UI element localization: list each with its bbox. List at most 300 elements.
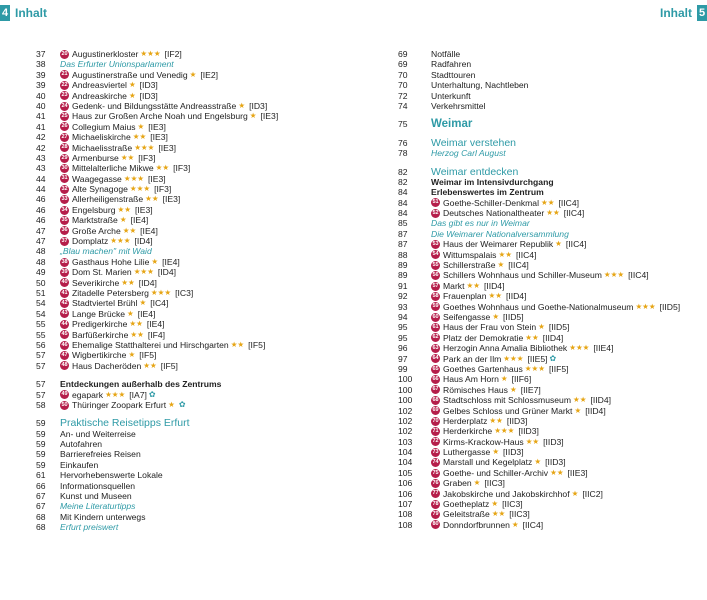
entry-title: Graben: [443, 478, 472, 489]
map-grid-ref: [IF3]: [138, 152, 156, 163]
star-rating-icon: ★★: [143, 360, 157, 370]
map-grid-ref: [IID5]: [503, 311, 524, 322]
toc-entry[interactable]: [398, 250, 703, 260]
toc-entry[interactable]: [36, 70, 356, 80]
map-grid-ref: [IID3]: [543, 436, 564, 447]
map-grid-ref: [ID3]: [139, 80, 158, 91]
toc-entry[interactable]: [36, 522, 356, 532]
map-grid-ref: [IF5]: [160, 360, 178, 371]
entry-title: Engelsburg: [72, 204, 116, 215]
toc-entry[interactable]: [398, 333, 703, 343]
page-number: 39: [36, 80, 46, 91]
sight-number-badge: 43: [61, 310, 68, 317]
page-number: 41: [36, 121, 46, 132]
toc-entry[interactable]: [398, 322, 703, 332]
page-number: 87: [398, 239, 408, 250]
star-rating-icon: ★: [492, 447, 500, 457]
toc-entry[interactable]: [36, 330, 356, 340]
toc-entry[interactable]: [398, 138, 703, 148]
sight-number-badge: 24: [61, 102, 68, 109]
page-number: 68: [36, 522, 46, 533]
sight-number-badge: 72: [432, 438, 439, 445]
toc-entry[interactable]: [36, 278, 356, 288]
entry-title: Verkehrsmittel: [431, 100, 486, 111]
page-number: 46: [36, 204, 46, 215]
star-rating-icon: ★: [497, 260, 505, 270]
map-grid-ref: [ID4]: [157, 267, 177, 278]
toc-entry[interactable]: [398, 499, 703, 509]
entry-title: Römisches Haus: [443, 384, 508, 395]
page-number: 72: [398, 90, 408, 101]
toc-entry[interactable]: [398, 447, 703, 457]
sight-number-badge: 36: [61, 227, 68, 234]
star-rating-icon: ★: [189, 69, 197, 79]
toc-entry[interactable]: [36, 481, 356, 491]
toc-entry[interactable]: [36, 111, 356, 121]
sight-number-badge: 71: [432, 427, 439, 434]
toc-entry[interactable]: [36, 91, 356, 101]
page-number: 43: [36, 152, 46, 163]
star-rating-icon: ★: [534, 457, 542, 467]
page-number: 66: [36, 480, 46, 491]
page-number: 97: [398, 353, 408, 364]
page-number: 69: [398, 59, 408, 70]
map-grid-ref: [IIC4]: [515, 249, 537, 260]
sight-number-badge: 45: [61, 331, 68, 338]
page-number: 92: [398, 291, 408, 302]
toc-entry[interactable]: [398, 395, 703, 405]
toc-left-column: [36, 49, 356, 533]
entry-title: Mit Kindern unterwegs: [60, 511, 146, 522]
entry-title: Stadtviertel Brühl: [72, 298, 138, 309]
entry-title: Haus der Weimarer Republik: [443, 239, 554, 250]
page-number: 85: [398, 218, 408, 229]
page-number: 104: [398, 457, 413, 468]
entry-title: Erlebenswertes im Zentrum: [431, 187, 544, 198]
toc-entry[interactable]: [398, 468, 703, 478]
map-grid-ref: [IE3]: [148, 121, 166, 132]
sight-number-badge: 34: [61, 206, 68, 213]
entry-title: Michaeliskirche: [72, 132, 131, 143]
page-number: 59: [36, 459, 46, 470]
toc-entry[interactable]: [36, 298, 356, 308]
entry-title: Kirms-Krackow-Haus: [443, 436, 524, 447]
toc-entry[interactable]: [36, 460, 356, 470]
toc-entry[interactable]: [36, 309, 356, 319]
star-rating-icon: ★★: [573, 395, 587, 405]
entry-title: Einkaufen: [60, 459, 99, 470]
page-number: 47: [36, 225, 46, 236]
star-rating-icon: ★★: [129, 319, 143, 329]
star-rating-icon: ★★★: [129, 184, 151, 194]
star-rating-icon: ★★: [130, 329, 144, 339]
sight-number-badge: 41: [61, 289, 68, 296]
toc-entry[interactable]: [36, 236, 356, 246]
star-rating-icon: ★: [511, 519, 519, 529]
toc-entry[interactable]: [398, 270, 703, 280]
star-rating-icon: ★★★: [603, 270, 625, 280]
map-grid-ref: [IE4]: [137, 308, 156, 319]
toc-entry[interactable]: [398, 80, 703, 90]
page-number: 100: [398, 374, 413, 385]
page-number: 95: [398, 332, 408, 343]
entry-title: Stadtschloss mit Schlossmuseum: [443, 395, 571, 406]
entry-title: Weimar im Intensivdurchgang: [431, 176, 554, 187]
star-rating-icon: ★: [119, 215, 127, 225]
sight-number-badge: 69: [432, 407, 439, 414]
star-rating-icon: ★: [151, 256, 159, 266]
toc-entry[interactable]: [398, 260, 703, 270]
sight-number-badge: 39: [61, 268, 68, 275]
star-rating-icon: ★: [574, 405, 582, 415]
sight-number-badge: 76: [432, 479, 439, 486]
toc-entry[interactable]: [398, 520, 703, 530]
star-rating-icon: ★: [139, 298, 147, 308]
toc-entry[interactable]: [398, 167, 703, 177]
map-grid-ref: [IF3]: [173, 163, 191, 174]
toc-entry[interactable]: [398, 281, 703, 291]
entry-title: Radfahren: [431, 59, 472, 70]
page-number: 106: [398, 478, 413, 489]
toc-entry[interactable]: [398, 49, 703, 59]
page-number: 48: [36, 256, 46, 267]
toc-entry[interactable]: [398, 416, 703, 426]
page-number: 67: [36, 491, 46, 502]
map-grid-ref: [IC4]: [150, 298, 169, 309]
map-grid-ref: [IC3]: [175, 287, 194, 298]
toc-entry[interactable]: [36, 361, 356, 371]
toc-entry[interactable]: [398, 70, 703, 80]
toc-entry[interactable]: [398, 478, 703, 488]
toc-entry[interactable]: [398, 509, 703, 519]
entry-title: Haus zur Großen Arche Noah und Engelsburg: [72, 111, 248, 122]
page-number: 42: [36, 142, 46, 153]
sight-number-badge: 35: [61, 216, 68, 223]
page-number: 108: [398, 509, 413, 520]
star-rating-icon: ★: [492, 311, 500, 321]
entry-title: Praktische Reisetipps Erfurt: [60, 417, 190, 430]
page-number: 59: [36, 428, 46, 439]
map-grid-ref: [ID4]: [134, 236, 153, 247]
toc-entry[interactable]: [398, 187, 703, 197]
toc-entry[interactable]: [398, 374, 703, 384]
map-grid-ref: [IIC4]: [565, 239, 587, 250]
star-rating-icon: ★★: [155, 163, 170, 173]
toc-entry[interactable]: [398, 426, 703, 436]
toc-entry[interactable]: [36, 439, 356, 449]
toc-entry[interactable]: [36, 132, 356, 142]
toc-entry[interactable]: [398, 291, 703, 301]
toc-entry[interactable]: [36, 429, 356, 439]
page-number: 57: [36, 350, 46, 361]
star-rating-icon: ★: [509, 384, 517, 394]
page-number: 84: [398, 208, 408, 219]
map-grid-ref: [IF4]: [147, 329, 166, 340]
page-number: 57: [36, 360, 46, 371]
toc-entry[interactable]: [398, 457, 703, 467]
star-rating-icon: ★★: [145, 194, 159, 204]
page-number: 42: [36, 132, 46, 143]
toc-entry[interactable]: [398, 437, 703, 447]
toc-entry[interactable]: [36, 491, 356, 501]
entry-title: Große Arche: [72, 225, 121, 236]
sight-number-badge: 37: [61, 237, 68, 244]
map-grid-ref: [IF2]: [164, 49, 182, 59]
star-rating-icon: ★★★: [134, 142, 155, 152]
entry-title: Goethe- und Schiller-Archiv: [443, 467, 549, 478]
sight-number-badge: 61: [432, 324, 439, 331]
entry-title: Lange Brücke: [72, 308, 126, 319]
toc-entry[interactable]: [36, 470, 356, 480]
toc-entry[interactable]: [36, 122, 356, 132]
map-grid-ref: [IE4]: [130, 215, 149, 226]
sight-number-badge: 52: [432, 209, 439, 216]
page-number: 54: [36, 298, 46, 309]
toc-entry[interactable]: [36, 246, 356, 256]
toc-entry[interactable]: [36, 379, 356, 389]
page-number: 68: [36, 511, 46, 522]
toc-entry[interactable]: [398, 218, 703, 228]
map-grid-ref: [IE3]: [260, 111, 279, 122]
toc-entry[interactable]: [36, 390, 356, 400]
page-number: 89: [398, 260, 408, 271]
entry-title: Goethes Gartenhaus: [443, 363, 523, 374]
entry-title: Unterhaltung, Nachtleben: [431, 80, 529, 91]
page-number: 58: [36, 399, 46, 410]
left-page-title: Inhalt: [15, 6, 47, 20]
toc-entry[interactable]: [36, 418, 356, 428]
map-grid-ref: [IIC3]: [509, 509, 530, 520]
entry-title: Augustinerkloster: [72, 49, 139, 59]
sight-number-badge: 42: [61, 300, 68, 307]
page-number: 50: [36, 277, 46, 288]
toc-entry[interactable]: [398, 385, 703, 395]
entry-title: Unterkunft: [431, 90, 471, 101]
page-number: 108: [398, 519, 413, 530]
toc-entry[interactable]: [398, 91, 703, 101]
entry-title: Armenburse: [72, 152, 119, 163]
toc-entry[interactable]: [398, 489, 703, 499]
page-number: 40: [36, 90, 46, 101]
toc-entry[interactable]: [398, 208, 703, 218]
entry-title: Markt: [443, 280, 465, 291]
toc-entry[interactable]: [36, 80, 356, 90]
sight-number-badge: 78: [432, 500, 439, 507]
entry-title: Die Weimarer Nationalversammlung: [431, 228, 569, 239]
page-number: 69: [398, 49, 408, 59]
toc-entry[interactable]: [398, 148, 703, 158]
toc-entry[interactable]: [36, 512, 356, 522]
toc-entry[interactable]: [36, 143, 356, 153]
map-grid-ref: [IE3]: [158, 142, 177, 153]
map-grid-ref: [IIC4]: [558, 197, 579, 208]
sight-number-badge: 30: [61, 164, 68, 171]
entry-title: Seifengasse: [443, 311, 491, 322]
sight-number-badge: 29: [61, 154, 68, 161]
page-number: 102: [398, 426, 413, 437]
entry-title: Michaelisstraße: [72, 142, 133, 153]
sight-number-badge: 74: [432, 459, 439, 466]
spacer: [36, 371, 356, 379]
sight-number-badge: 23: [61, 92, 68, 99]
map-grid-ref: [IIC2]: [582, 488, 603, 499]
toc-entry[interactable]: [398, 343, 703, 353]
toc-entry[interactable]: [36, 449, 356, 459]
page-number: 49: [36, 267, 46, 278]
entry-title: „Blau machen" mit Waid: [60, 246, 152, 257]
entry-title: Barrierefreies Reisen: [60, 449, 141, 460]
toc-right-column: [398, 49, 703, 530]
entry-title: Augustinerstraße und Venedig: [72, 69, 188, 80]
map-grid-ref: [IID3]: [503, 447, 524, 458]
entry-title: Erfurt preiswert: [60, 522, 119, 533]
page-number: 100: [398, 395, 413, 406]
map-grid-ref: [IID3]: [545, 457, 566, 468]
toc-entry[interactable]: [398, 239, 703, 249]
star-rating-icon: ★: [555, 239, 562, 249]
entry-title: Andreaskirche: [72, 90, 127, 101]
star-rating-icon: ★★: [122, 225, 137, 235]
entry-title: Herzogin Anna Amalia Bibliothek: [443, 343, 568, 354]
sight-number-badge: 32: [61, 185, 68, 192]
page-number: 39: [36, 69, 46, 80]
star-rating-icon: ★: [168, 399, 175, 409]
page-number: 44: [36, 184, 46, 195]
toc-entry[interactable]: [36, 163, 356, 173]
entry-title: Andreasviertel: [72, 80, 127, 91]
page-number: 95: [398, 322, 408, 333]
map-grid-ref: [IID4]: [590, 395, 611, 406]
toc-entry[interactable]: [36, 59, 356, 69]
toc-entry[interactable]: [36, 153, 356, 163]
star-rating-icon: ★: [491, 499, 499, 509]
entry-title: Park an der Ilm: [443, 353, 502, 364]
toc-entry[interactable]: [36, 257, 356, 267]
star-rating-icon: ★: [473, 478, 481, 488]
entry-title: Herzog Carl August: [431, 148, 506, 159]
page-number: 55: [36, 329, 46, 340]
entry-title: Herderkirche: [443, 426, 493, 437]
entry-title: Collegium Maius: [72, 121, 136, 132]
entry-title: Zitadelle Petersberg: [72, 287, 149, 298]
page-number: 106: [398, 488, 413, 499]
map-grid-ref: [IA7]: [129, 389, 147, 400]
page-number: 96: [398, 343, 408, 354]
map-grid-ref: [IIC4]: [508, 260, 529, 271]
toc-entry[interactable]: [36, 101, 356, 111]
toc-entry[interactable]: [36, 267, 356, 277]
page-number: 82: [398, 176, 408, 187]
map-grid-ref: [IID4]: [542, 332, 564, 343]
toc-entry[interactable]: [36, 340, 356, 350]
toc-entry[interactable]: [398, 177, 703, 187]
map-grid-ref: [IIE4]: [593, 343, 614, 354]
map-grid-ref: [IIC4]: [563, 208, 585, 219]
entry-title: Allerheiligenstraße: [72, 194, 144, 205]
entry-title: Informationsquellen: [60, 480, 136, 491]
toc-entry[interactable]: [398, 101, 703, 111]
sight-number-badge: 51: [432, 199, 439, 206]
entry-title: Weimar verstehen: [431, 136, 517, 149]
toc-entry[interactable]: [36, 215, 356, 225]
page-number: 44: [36, 173, 46, 184]
map-grid-ref: [IIC3]: [502, 499, 523, 510]
toc-entry[interactable]: [36, 400, 356, 410]
sight-number-badge: 49: [61, 391, 68, 398]
map-grid-ref: [IE3]: [134, 204, 153, 215]
toc-entry[interactable]: [398, 119, 703, 129]
entry-title: egapark: [72, 389, 104, 400]
toc-entry[interactable]: [36, 49, 356, 59]
kids-icon: ✿: [549, 353, 557, 363]
entry-title: Domplatz: [72, 236, 109, 247]
toc-entry[interactable]: [36, 174, 356, 184]
entry-title: Notfälle: [431, 49, 461, 59]
sight-number-badge: 62: [432, 334, 439, 341]
toc-entry[interactable]: [36, 205, 356, 215]
toc-entry[interactable]: [36, 501, 356, 511]
toc-entry[interactable]: [36, 194, 356, 204]
star-rating-icon: ★: [538, 322, 545, 332]
sight-number-badge: 31: [61, 175, 68, 182]
entry-title: Geleitstraße: [443, 509, 490, 520]
star-rating-icon: ★: [137, 121, 145, 131]
page-number: 61: [36, 470, 46, 481]
page-number: 105: [398, 467, 413, 478]
toc-entry[interactable]: [36, 319, 356, 329]
map-grid-ref: [IIE7]: [520, 384, 541, 395]
toc-entry[interactable]: [36, 226, 356, 236]
toc-entry[interactable]: [36, 288, 356, 298]
toc-entry[interactable]: [398, 198, 703, 208]
map-grid-ref: [IIC3]: [484, 478, 505, 489]
sight-number-badge: 55: [432, 261, 439, 268]
toc-entry[interactable]: [398, 59, 703, 69]
toc-entry[interactable]: [36, 184, 356, 194]
sight-number-badge: 75: [432, 469, 439, 476]
page-number: 99: [398, 363, 408, 374]
sight-number-badge: 46: [61, 341, 68, 348]
entry-title: Waagegasse: [72, 173, 122, 184]
entry-title: Goetheplatz: [443, 499, 490, 510]
sight-number-badge: 40: [61, 279, 68, 286]
map-grid-ref: [IIC4]: [522, 519, 544, 530]
page-number: 51: [36, 287, 46, 298]
toc-entry[interactable]: [398, 312, 703, 322]
page-number: 87: [398, 228, 408, 239]
entry-title: Donndorfbrunnen: [443, 519, 510, 530]
map-grid-ref: [IID4]: [483, 280, 505, 291]
toc-entry[interactable]: [398, 302, 703, 312]
page-number: 59: [36, 449, 46, 460]
entry-title: Thüringer Zoopark Erfurt: [72, 399, 167, 410]
toc-entry[interactable]: [398, 354, 703, 364]
toc-entry[interactable]: [398, 364, 703, 374]
entry-title: Herderplatz: [443, 415, 488, 426]
page-number: 38: [36, 59, 46, 70]
page-number: 107: [398, 499, 413, 510]
entry-title: Ehemalige Statthalterei und Hirschgarten: [72, 339, 229, 350]
star-rating-icon: ★: [249, 111, 257, 121]
star-rating-icon: ★★: [120, 152, 135, 162]
toc-entry[interactable]: [36, 350, 356, 360]
entry-title: Deutsches Nationaltheater: [443, 208, 545, 219]
star-rating-icon: ★: [128, 350, 136, 360]
page-number: 84: [398, 187, 408, 198]
toc-entry[interactable]: [398, 229, 703, 239]
left-page-number: 4: [1, 7, 9, 19]
toc-entry[interactable]: [398, 406, 703, 416]
